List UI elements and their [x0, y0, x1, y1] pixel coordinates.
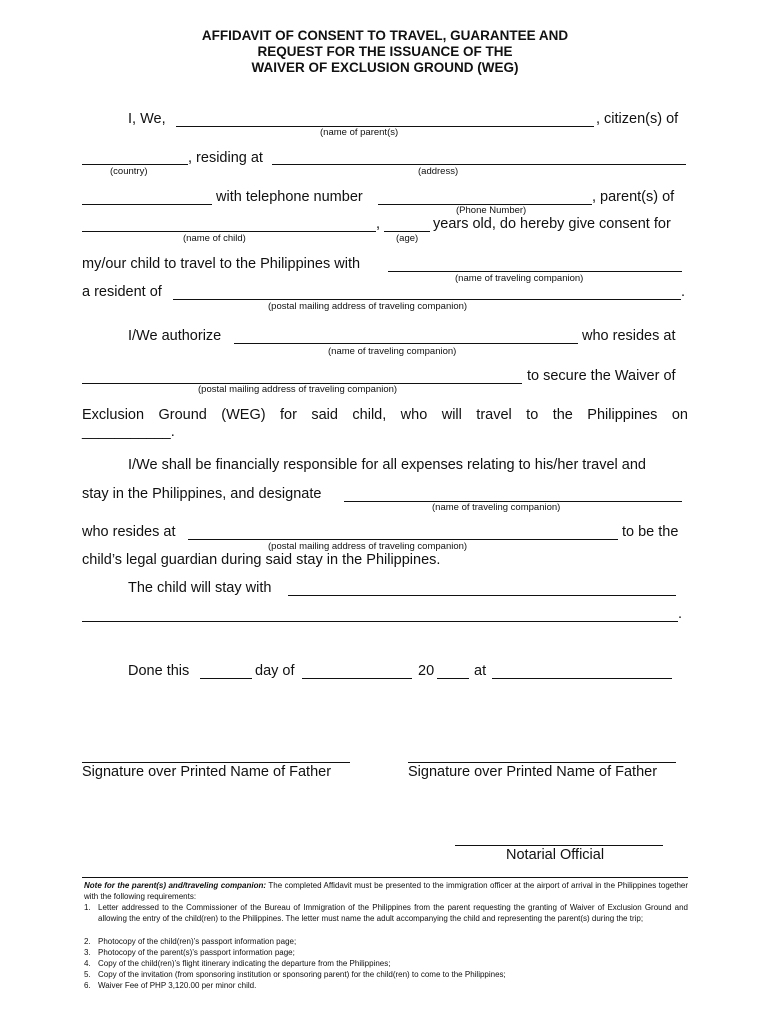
phone-number-label: (Phone Number) [456, 205, 527, 216]
year-prefix-text: 20 [418, 663, 435, 679]
guardian-text: child’s legal guardian during said stay in the Philippines. [82, 552, 441, 568]
requirement-item-6: 6. Waiver Fee of PHP 3,120.00 per minor child. [84, 981, 257, 990]
stay-with-field[interactable] [288, 595, 676, 596]
citizens-of-text: , citizen(s) of [596, 111, 679, 127]
note-heading: Note for the parent(s) and/traveling companion: [84, 881, 267, 890]
companion-address-label-2: (postal mailing address of traveling companion) [198, 384, 398, 395]
companion-address-label-1: (postal mailing address of traveling companion) [268, 301, 468, 312]
notarial-signature-line[interactable] [455, 845, 663, 846]
address-field[interactable] [272, 164, 686, 165]
requirement-item-1: 1. Letter addressed to the Commissioner of the Bureau of Immigration of the Philippines from the parent requesting the granting of Waiver of Exclusion Ground and allowing the entry of the child(ren) to the Philippines. The letter must name the adult accompanying the child and representing the parent(s) during the trip; [84, 903, 688, 923]
i-we-text: I, We, [128, 111, 166, 127]
note-divider [82, 877, 688, 878]
child-age-field[interactable] [384, 231, 430, 232]
financial-text: I/We shall be financially responsible for all expenses relating to his/her travel and [128, 457, 646, 473]
who-resides-text: who resides at [82, 524, 176, 540]
title-line-1: AFFIDAVIT OF CONSENT TO TRAVEL, GUARANTEE AND [201, 28, 569, 43]
to-secure-text: to secure the Waiver of [527, 368, 676, 384]
period-text-2: . [678, 606, 683, 622]
requirement-text-2: Photocopy of the child(ren)’s passport information page; [98, 937, 297, 946]
period-text-1: . [681, 284, 686, 300]
companion-address-field-1[interactable] [173, 299, 681, 300]
requirement-text-4: Copy of the child(ren)’s flight itinerary indicating the departure from the Philippines; [98, 959, 391, 968]
father-signature-label-left: Signature over Printed Name of Father [82, 764, 332, 780]
telephone-owner-field[interactable] [82, 204, 212, 205]
stay-with-text: The child will stay with [128, 580, 272, 596]
note-paragraph [84, 881, 688, 902]
companion-name-field-2[interactable] [234, 343, 578, 344]
requirement-item-4: 4. Copy of the child(ren)’s flight itinerary indicating the departure from the Philippines; [84, 959, 391, 968]
day-field[interactable] [200, 678, 252, 679]
companion-name-label-1: (name of traveling companion) [455, 273, 584, 284]
at-text: at [474, 663, 487, 679]
child-name-field[interactable] [82, 231, 376, 232]
requirement-item-3: 3. Photocopy of the parent(s)’s passport information page; [84, 948, 295, 957]
title-line-2: REQUEST FOR THE ISSUANCE OF THE [257, 44, 513, 59]
country-label: (country) [110, 166, 148, 177]
with-telephone-text: with telephone number [216, 189, 363, 205]
comma-text: , [376, 216, 381, 232]
note-intro: The completed Affidavit must be presented to the immigration officer at the airport of arrival in the Philippines together with the following requirements: [84, 881, 689, 901]
father-signature-line-right[interactable] [408, 762, 676, 763]
father-signature-line-left[interactable] [82, 762, 350, 763]
to-be-the-text: to be the [622, 524, 679, 540]
age-label: (age) [396, 233, 419, 244]
guardian-address-field[interactable] [188, 539, 618, 540]
year-field[interactable] [437, 678, 469, 679]
day-of-text: day of [255, 663, 295, 679]
month-field[interactable] [302, 678, 412, 679]
companion-name-label-2: (name of traveling companion) [328, 346, 457, 357]
designate-text: stay in the Philippines, and designate [82, 486, 322, 502]
parents-name-label: (name of parent(s) [320, 127, 399, 138]
parents-of-text: , parent(s) of [592, 189, 675, 205]
years-old-text: years old, do hereby give consent for [433, 216, 671, 232]
notarial-official-label: Notarial Official [506, 847, 605, 863]
requirement-text-1: Letter addressed to the Commissioner of the Bureau of Immigration of the Philippines from the parent requesting the granting of Waiver of Exclusion Ground and allowing the entry of the child(ren) to the Philippines. The letter must name the adult accompanying the child and representing the parent(s) during the trip; [98, 903, 688, 923]
place-field[interactable] [492, 678, 672, 679]
authorize-text: I/We authorize [128, 328, 222, 344]
child-name-label: (name of child) [183, 233, 246, 244]
requirement-text-3: Photocopy of the parent(s)’s passport information page; [98, 948, 295, 957]
address-label: (address) [418, 166, 459, 177]
requirement-text-5: Copy of the invitation (from sponsoring institution or sponsoring parent) for the child(ren) to come to the Philippines; [98, 970, 506, 979]
child-travel-text: my/our child to travel to the Philippines with [82, 256, 361, 272]
requirement-item-2: 2. Photocopy of the child(ren)’s passport information page; [84, 937, 297, 946]
requirement-item-5: 5. Copy of the invitation (from sponsoring institution or sponsoring parent) for the child(ren) to come to the Philippines; [84, 970, 506, 979]
title-line-3: WAIVER OF EXCLUSION GROUND (WEG) [251, 60, 519, 75]
stay-with-field-continued[interactable] [82, 621, 678, 622]
done-this-text: Done this [128, 663, 190, 679]
exclusion-ground-text: Exclusion Ground (WEG) for said child, who will travel to the Philippines on [82, 407, 688, 423]
companion-name-field-1[interactable] [388, 271, 682, 272]
country-field[interactable] [82, 164, 188, 165]
who-resides-at-text: who resides at [582, 328, 676, 344]
guardian-name-label: (name of traveling companion) [432, 502, 561, 513]
travel-date-field[interactable]: ___________. [82, 424, 175, 440]
resident-of-text: a resident of [82, 284, 162, 300]
residing-at-text: , residing at [188, 150, 263, 166]
guardian-address-label: (postal mailing address of traveling companion) [268, 541, 468, 552]
father-signature-label-right: Signature over Printed Name of Father [408, 764, 658, 780]
requirement-text-6: Waiver Fee of PHP 3,120.00 per minor child. [98, 981, 257, 990]
